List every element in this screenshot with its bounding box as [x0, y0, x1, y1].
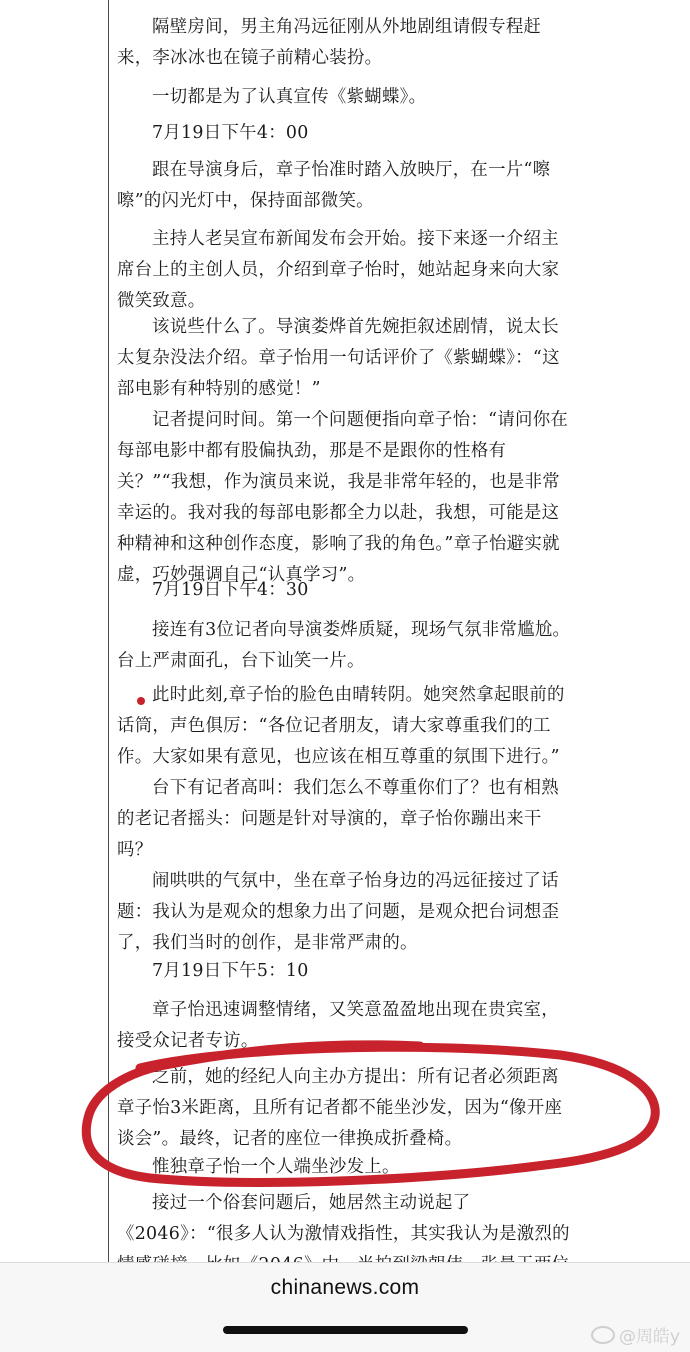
timestamp-heading: 7月19日下午4：00 — [152, 123, 309, 143]
article-paragraph: 接连有3位记者向导演娄烨质疑，现场气氛非常尴尬。台上严肃面孔，台下讪笑一片。 — [117, 620, 571, 671]
home-indicator[interactable] — [223, 1326, 468, 1334]
article-paragraph: 之前，她的经纪人向主办方提出：所有记者必须距离章子怡3米距离，且所有记者都不能坐沙发，因为“像开座谈会”。最终，记者的座位一律换成折叠椅。 — [117, 1067, 563, 1149]
article-paragraph: 章子怡迅速调整情绪，又笑意盈盈地出现在贵宾室，接受众记者专访。 — [117, 1000, 559, 1051]
weibo-watermark — [591, 1322, 680, 1347]
watermark-text: @周皓y — [618, 1327, 680, 1347]
article-paragraph: 主持人老吴宣布新闻发布会开始。接下来逐一介绍主席台上的主创人员，介绍到章子怡时，她站起身来向大家微笑致意。 — [117, 229, 560, 311]
article-paragraph: 接过一个俗套问题后，她居然主动说起了《2046》：“很多人认为激情戏指性，其实我认为是激烈的 — [117, 1193, 570, 1244]
article-paragraph: 跟在导演身后，章子怡准时踏入放映厅，在一片“嚓嚓”的闪光灯中，保持面部微笑。 — [117, 160, 551, 211]
article-paragraph: 台下有记者高叫：我们怎么不尊重你们了？也有相熟的老记者摇头：问题是针对导演的，章子怡你蹦出来干吗？ — [117, 778, 559, 860]
timestamp-heading: 7月19日下午5：10 — [152, 961, 309, 981]
article-paragraph: 隔壁房间，男主角冯远征刚从外地剧组请假专程赶来，李冰冰也在镜子前精心装扮。 — [117, 17, 542, 68]
article-paragraph: 一切都是为了认真宣传《紫蝴蝶》。 — [152, 87, 427, 107]
article-paragraph: 惟独章子怡一个人端坐沙发上。 — [152, 1157, 400, 1177]
timestamp-heading: 7月19日下午4：30 — [152, 580, 309, 600]
article-paragraph: 闹哄哄的气氛中，坐在章子怡身边的冯远征接过了话题：我认为是观众的想象力出了问题，是观众把台词想歪了，我们当时的创作，是非常严肃的。 — [117, 871, 560, 953]
article-paragraph: 该说些什么了。导演娄烨首先婉拒叙述剧情，说太长太复杂没法介绍。章子怡用一句话评价了《紫蝴蝶》：“这部电影有种特别的感觉！” — [117, 317, 560, 399]
article-paragraph: 此时此刻,章子怡的脸色由晴转阴。她突然拿起眼前的话筒，声色俱厉：“各位记者朋友，请大家尊重我们的工作。大家如果有意见，也应该在相互尊重的氛围下进行。” — [117, 685, 565, 767]
article-paragraph: 记者提问时间。第一个问题便指向章子怡：“请问你在每部电影中都有股偏执劲，那是不是跟你的性格有关？”“我想，作为演员来说，我是非常年轻的，也是非常幸运的。我对我的每部电影都全力以赴，我想，可能是这种精神和这种创作态度，影响了我的角色。”章子怡避实就虚，巧妙强调自己“认真学习”。 — [117, 410, 569, 585]
weibo-icon — [591, 1326, 615, 1344]
red-dot-mark — [137, 697, 145, 705]
page-margin-line — [108, 0, 109, 1262]
address-bar-url[interactable]: chinanews.com — [270, 1276, 420, 1299]
